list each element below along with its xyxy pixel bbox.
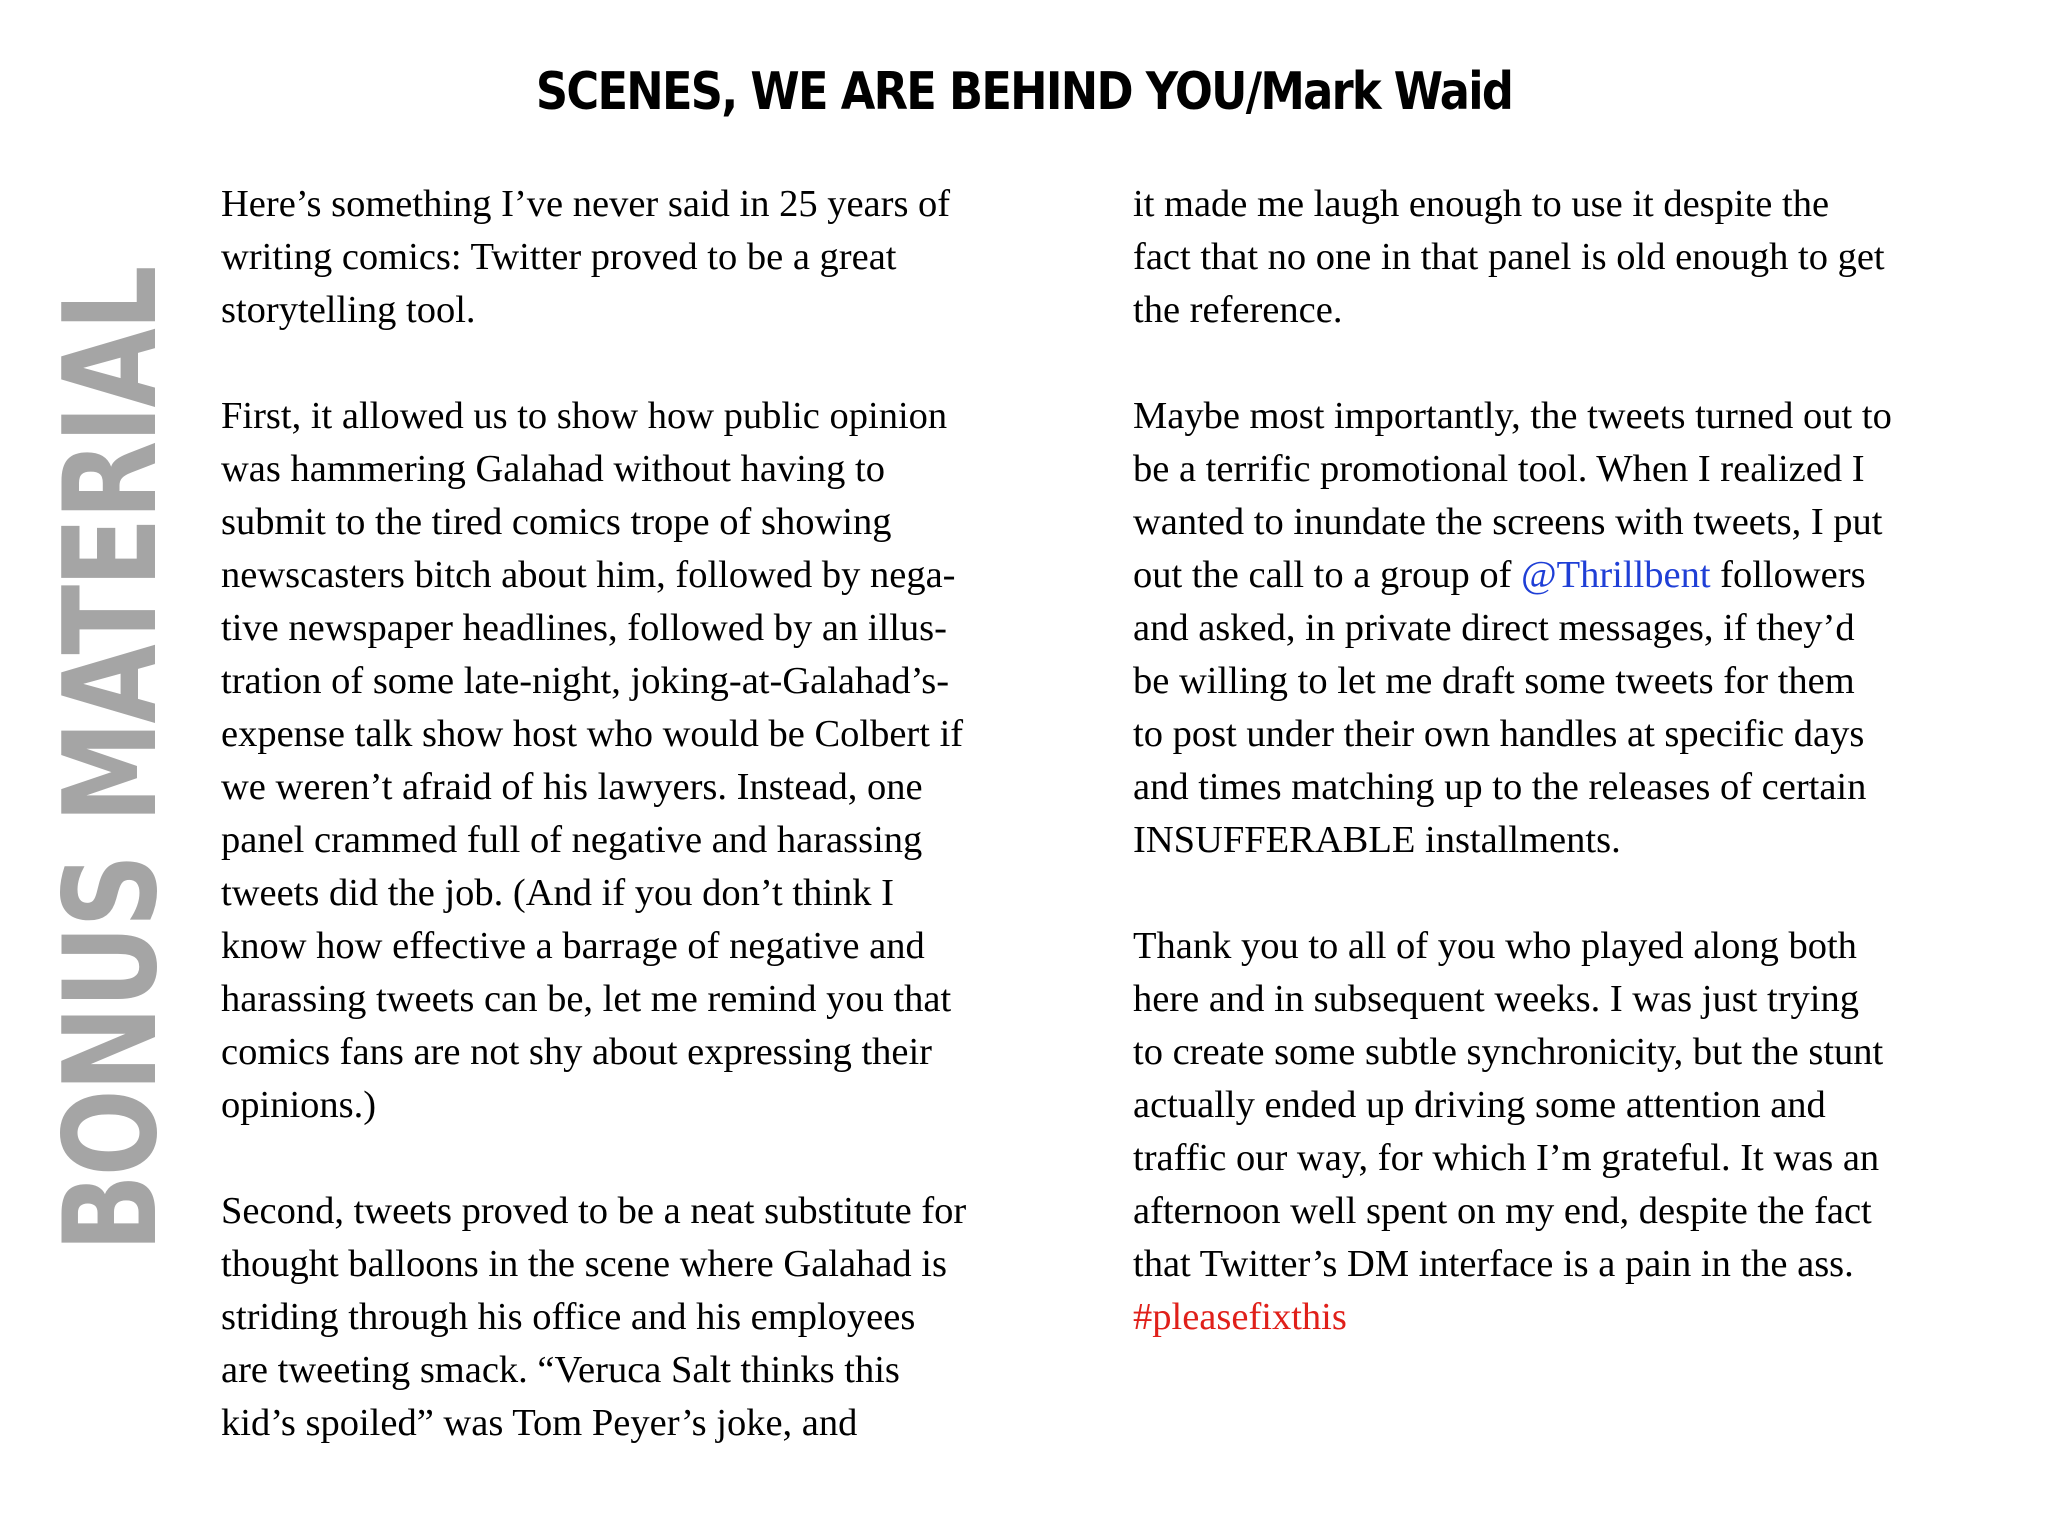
pleasefixthis-hashtag-link[interactable]: #pleasefixthis xyxy=(1133,1296,1347,1338)
text-line: be willing to let me draft some tweets for them xyxy=(1133,660,1855,702)
text-line: and asked, in private direct messages, if they’d xyxy=(1133,607,1855,649)
mention-after-text: followers xyxy=(1710,554,1866,596)
bonus-material-label xyxy=(37,192,186,1252)
text-line: storytelling tool. xyxy=(221,289,476,331)
text-line: wanted to inundate the screens with tweets, I put xyxy=(1133,501,1883,543)
text-line: expense talk show host who would be Colbert if xyxy=(221,713,964,755)
text-line: thought balloons in the scene where Galahad is xyxy=(221,1243,947,1285)
text-line: Thank you to all of you who played along both xyxy=(1133,925,1857,967)
text-line: afternoon well spent on my end, despite the fact xyxy=(1133,1190,1872,1232)
text-line: was hammering Galahad without having to xyxy=(221,448,885,490)
text-line: we weren’t afraid of his lawyers. Instead, one xyxy=(221,766,923,808)
text-line: submit to the tired comics trope of showing xyxy=(221,501,892,543)
text-line: First, it allowed us to show how public opinion xyxy=(221,395,948,437)
text-line: Second, tweets proved to be a neat substitute for xyxy=(221,1190,967,1232)
paragraph-intro xyxy=(221,178,1101,337)
text-line: traffic our way, for which I’m grateful. It was an xyxy=(1133,1137,1880,1179)
text-line: to post under their own handles at specific days xyxy=(1133,713,1865,755)
text-line: here and in subsequent weeks. I was just trying xyxy=(1133,978,1859,1020)
text-line: opinions.) xyxy=(221,1084,377,1126)
right-column xyxy=(1133,178,2013,1397)
text-line: it made me laugh enough to use it despite the xyxy=(1133,183,1830,225)
text-line: are tweeting smack. “Veruca Salt thinks this xyxy=(221,1349,900,1391)
paragraph-continued xyxy=(1133,178,2013,337)
paragraph-promotional xyxy=(1133,390,2013,867)
text-line: tration of some late-night, joking-at-Galahad’s- xyxy=(221,660,950,702)
text-line: INSUFFERABLE installments. xyxy=(1133,819,1621,861)
text-line: writing comics: Twitter proved to be a great xyxy=(221,236,897,278)
text-line: harassing tweets can be, let me remind you that xyxy=(221,978,952,1020)
text-line: tive newspaper headlines, followed by an illus- xyxy=(221,607,947,649)
text-line: striding through his office and his employees xyxy=(221,1296,916,1338)
text-line: kid’s spoiled” was Tom Peyer’s joke, and xyxy=(221,1402,858,1444)
text-line: comics fans are not shy about expressing their xyxy=(221,1031,932,1073)
text-line: to create some subtle synchronicity, but the stunt xyxy=(1133,1031,1884,1073)
text-line: know how effective a barrage of negative and xyxy=(221,925,925,967)
text-line: be a terrific promotional tool. When I realized I xyxy=(1133,448,1865,490)
text-line: newscasters bitch about him, followed by nega- xyxy=(221,554,956,596)
paragraph-first xyxy=(221,390,1101,1132)
text-line: fact that no one in that panel is old enough to get xyxy=(1133,236,1885,278)
text-line: actually ended up driving some attention and xyxy=(1133,1084,1826,1126)
page-title: SCENES, WE ARE BEHIND YOU/Mark Waid xyxy=(535,62,1513,122)
text-line: Here’s something I’ve never said in 25 years of xyxy=(221,183,951,225)
paragraph-thanks xyxy=(1133,920,2013,1344)
text-line-with-mention xyxy=(1133,549,2013,602)
bonus-material-text: BONUS MATERIAL xyxy=(37,267,186,1252)
text-line: tweets did the job. (And if you don’t think I xyxy=(221,872,894,914)
text-line: and times matching up to the releases of certain xyxy=(1133,766,1867,808)
left-column xyxy=(221,178,1101,1503)
mention-before-text: out the call to a group of xyxy=(1133,554,1522,596)
text-line: Maybe most importantly, the tweets turned out to xyxy=(1133,395,1892,437)
text-line: that Twitter’s DM interface is a pain in the ass. xyxy=(1133,1243,1854,1285)
thrillbent-mention-link[interactable]: @Thrillbent xyxy=(1521,554,1711,596)
text-line: the reference. xyxy=(1133,289,1343,331)
paragraph-second xyxy=(221,1185,1101,1450)
text-line: panel crammed full of negative and harassing xyxy=(221,819,923,861)
